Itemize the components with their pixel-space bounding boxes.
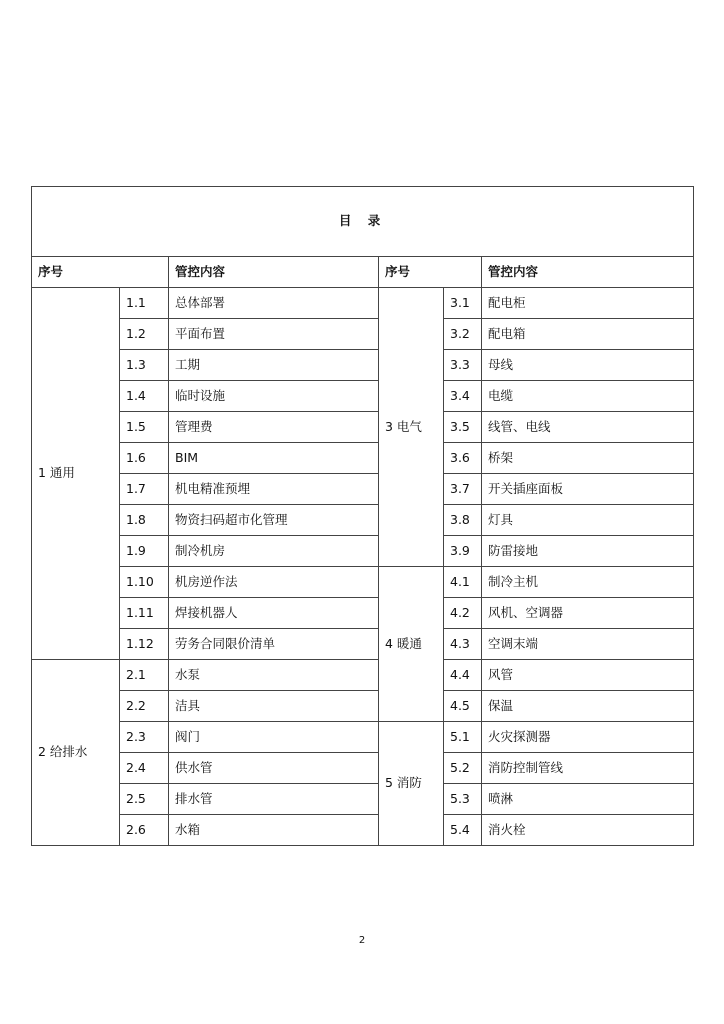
item-number: 4.1 <box>444 567 482 598</box>
toc-table <box>31 186 694 846</box>
table-row <box>32 815 694 846</box>
item-name: 防雷接地 <box>482 536 694 567</box>
table-row <box>32 629 694 660</box>
item-number: 3.4 <box>444 381 482 412</box>
item-number: 1.5 <box>120 412 169 443</box>
item-number: 1.6 <box>120 443 169 474</box>
page-number: 2 <box>358 935 366 946</box>
item-number: 4.5 <box>444 691 482 722</box>
item-number: 1.8 <box>120 505 169 536</box>
header-seq-left: 序号 <box>32 257 169 288</box>
item-number: 3.5 <box>444 412 482 443</box>
item-name: 机电精准预埋 <box>169 474 379 505</box>
group-hvac: 4 暖通 <box>379 567 444 722</box>
item-number: 1.9 <box>120 536 169 567</box>
item-name: 空调末端 <box>482 629 694 660</box>
table-row <box>32 474 694 505</box>
table-row <box>32 753 694 784</box>
item-name: 临时设施 <box>169 381 379 412</box>
item-number: 1.11 <box>120 598 169 629</box>
header-content-right: 管控内容 <box>482 257 694 288</box>
header-seq-right: 序号 <box>379 257 482 288</box>
item-name: 风管 <box>482 660 694 691</box>
table-row <box>32 660 694 691</box>
item-name: 配电柜 <box>482 288 694 319</box>
item-number: 1.10 <box>120 567 169 598</box>
table-row <box>32 784 694 815</box>
item-name: 配电箱 <box>482 319 694 350</box>
item-number: 3.2 <box>444 319 482 350</box>
item-number: 1.7 <box>120 474 169 505</box>
item-number: 1.4 <box>120 381 169 412</box>
item-number: 2.3 <box>120 722 169 753</box>
item-name: 机房逆作法 <box>169 567 379 598</box>
table-row <box>32 350 694 381</box>
item-number: 2.1 <box>120 660 169 691</box>
item-name: 电缆 <box>482 381 694 412</box>
item-name: 母线 <box>482 350 694 381</box>
table-row <box>32 567 694 598</box>
item-number: 3.9 <box>444 536 482 567</box>
item-name: 制冷机房 <box>169 536 379 567</box>
item-name: 水箱 <box>169 815 379 846</box>
group-plumbing: 2 给排水 <box>32 660 120 846</box>
item-name: 排水管 <box>169 784 379 815</box>
item-number: 1.3 <box>120 350 169 381</box>
toc-title-row <box>32 187 694 257</box>
toc-header-row <box>32 257 694 288</box>
item-name: 开关插座面板 <box>482 474 694 505</box>
item-name: 工期 <box>169 350 379 381</box>
item-number: 1.12 <box>120 629 169 660</box>
item-number: 1.2 <box>120 319 169 350</box>
item-name: 保温 <box>482 691 694 722</box>
item-name: 灯具 <box>482 505 694 536</box>
table-row <box>32 536 694 567</box>
item-number: 2.5 <box>120 784 169 815</box>
item-name: 风机、空调器 <box>482 598 694 629</box>
table-row <box>32 288 694 319</box>
table-row <box>32 319 694 350</box>
item-name: 供水管 <box>169 753 379 784</box>
item-name: BIM <box>169 443 379 474</box>
item-name: 桥架 <box>482 443 694 474</box>
table-row <box>32 381 694 412</box>
item-number: 3.1 <box>444 288 482 319</box>
group-general: 1 通用 <box>32 288 120 660</box>
item-number: 3.3 <box>444 350 482 381</box>
group-fire: 5 消防 <box>379 722 444 846</box>
header-content-left: 管控内容 <box>169 257 379 288</box>
item-name: 水泵 <box>169 660 379 691</box>
item-number: 5.1 <box>444 722 482 753</box>
item-number: 2.2 <box>120 691 169 722</box>
item-name: 线管、电线 <box>482 412 694 443</box>
item-number: 1.1 <box>120 288 169 319</box>
group-electrical: 3 电气 <box>379 288 444 567</box>
table-row <box>32 443 694 474</box>
item-name: 火灾探测器 <box>482 722 694 753</box>
item-number: 4.3 <box>444 629 482 660</box>
item-name: 阀门 <box>169 722 379 753</box>
table-row <box>32 412 694 443</box>
item-name: 消防控制管线 <box>482 753 694 784</box>
item-name: 制冷主机 <box>482 567 694 598</box>
item-name: 消火栓 <box>482 815 694 846</box>
item-number: 2.4 <box>120 753 169 784</box>
item-name: 喷淋 <box>482 784 694 815</box>
item-name: 管理费 <box>169 412 379 443</box>
table-row <box>32 505 694 536</box>
item-name: 总体部署 <box>169 288 379 319</box>
table-row <box>32 691 694 722</box>
item-number: 4.2 <box>444 598 482 629</box>
item-number: 5.2 <box>444 753 482 784</box>
table-row <box>32 598 694 629</box>
table-row <box>32 722 694 753</box>
item-name: 焊接机器人 <box>169 598 379 629</box>
item-number: 5.3 <box>444 784 482 815</box>
item-number: 3.6 <box>444 443 482 474</box>
item-number: 3.8 <box>444 505 482 536</box>
item-name: 劳务合同限价清单 <box>169 629 379 660</box>
item-number: 4.4 <box>444 660 482 691</box>
item-number: 5.4 <box>444 815 482 846</box>
item-number: 2.6 <box>120 815 169 846</box>
item-name: 平面布置 <box>169 319 379 350</box>
toc-title: 目 录 <box>32 187 694 257</box>
item-name: 物资扫码超市化管理 <box>169 505 379 536</box>
item-number: 3.7 <box>444 474 482 505</box>
item-name: 洁具 <box>169 691 379 722</box>
